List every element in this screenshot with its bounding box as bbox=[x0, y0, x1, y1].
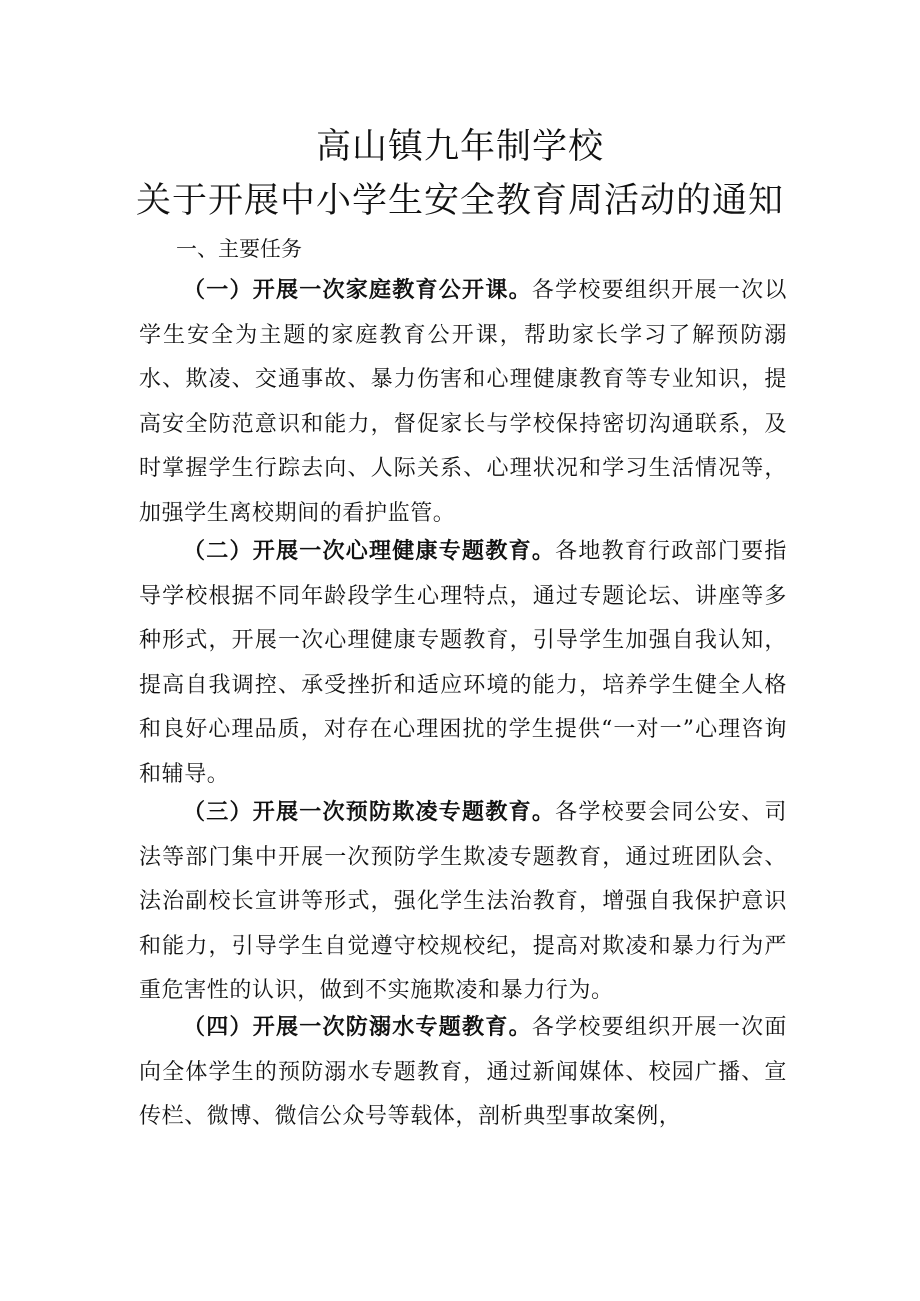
paragraph-lead: （二）开展一次心理健康专题教育。 bbox=[183, 539, 556, 564]
paragraph-lead: （三）开展一次预防欺凌专题教育。 bbox=[183, 800, 556, 825]
paragraph-mental-health bbox=[139, 530, 787, 798]
paragraph-body: 各地教育行政部门要指导学校根据不同年龄段学生心理特点，通过专题论坛、讲座等多种形式，开展一次心理健康专题教育，引导学生加强自我认知，提高自我调控、承受挫折和适应环境的能力，培养学生健全人格和良好心理品质，对存在心理困扰的学生提供“一对一”心理咨询和辅导。 bbox=[139, 539, 787, 787]
paragraph-family-education bbox=[139, 269, 787, 537]
document-title-line2: 关于开展中小学生安全教育周活动的通知 bbox=[135, 181, 784, 221]
paragraph-body: 各学校要组织开展一次面向全体学生的预防溺水专题教育，通过新闻媒体、校园广播、宣传栏、微博、微信公众号等载体，剖析典型事故案例， bbox=[139, 1015, 787, 1130]
section-heading: 一、主要任务 bbox=[176, 237, 302, 261]
paragraph-body: 各学校要组织开展一次以学生安全为主题的家庭教育公开课，帮助家长学习了解预防溺水、欺凌、交通事故、暴力伤害和心理健康教育等专业知识，提高安全防范意识和能力，督促家长与学校保持密切沟通联系，及时掌握学生行踪去向、人际关系、心理状况和学习生活情况等，加强学生离校期间的看护监管。 bbox=[139, 278, 787, 526]
paragraph-drowning-prevention bbox=[139, 1006, 787, 1140]
paragraph-anti-bullying bbox=[139, 791, 787, 1014]
paragraph-lead: （四）开展一次防溺水专题教育。 bbox=[183, 1015, 532, 1040]
document-title-line1: 高山镇九年制学校 bbox=[315, 127, 604, 167]
paragraph-body: 各学校要会同公安、司法等部门集中开展一次预防学生欺凌专题教育，通过班团队会、法治副校长宣讲等形式，强化学生法治教育，增强自我保护意识和能力，引导学生自觉遵守校规校纪，提高对欺凌和暴力行为严重危害性的认识，做到不实施欺凌和暴力行为。 bbox=[139, 800, 787, 1004]
paragraph-lead: （一）开展一次家庭教育公开课。 bbox=[183, 278, 532, 303]
